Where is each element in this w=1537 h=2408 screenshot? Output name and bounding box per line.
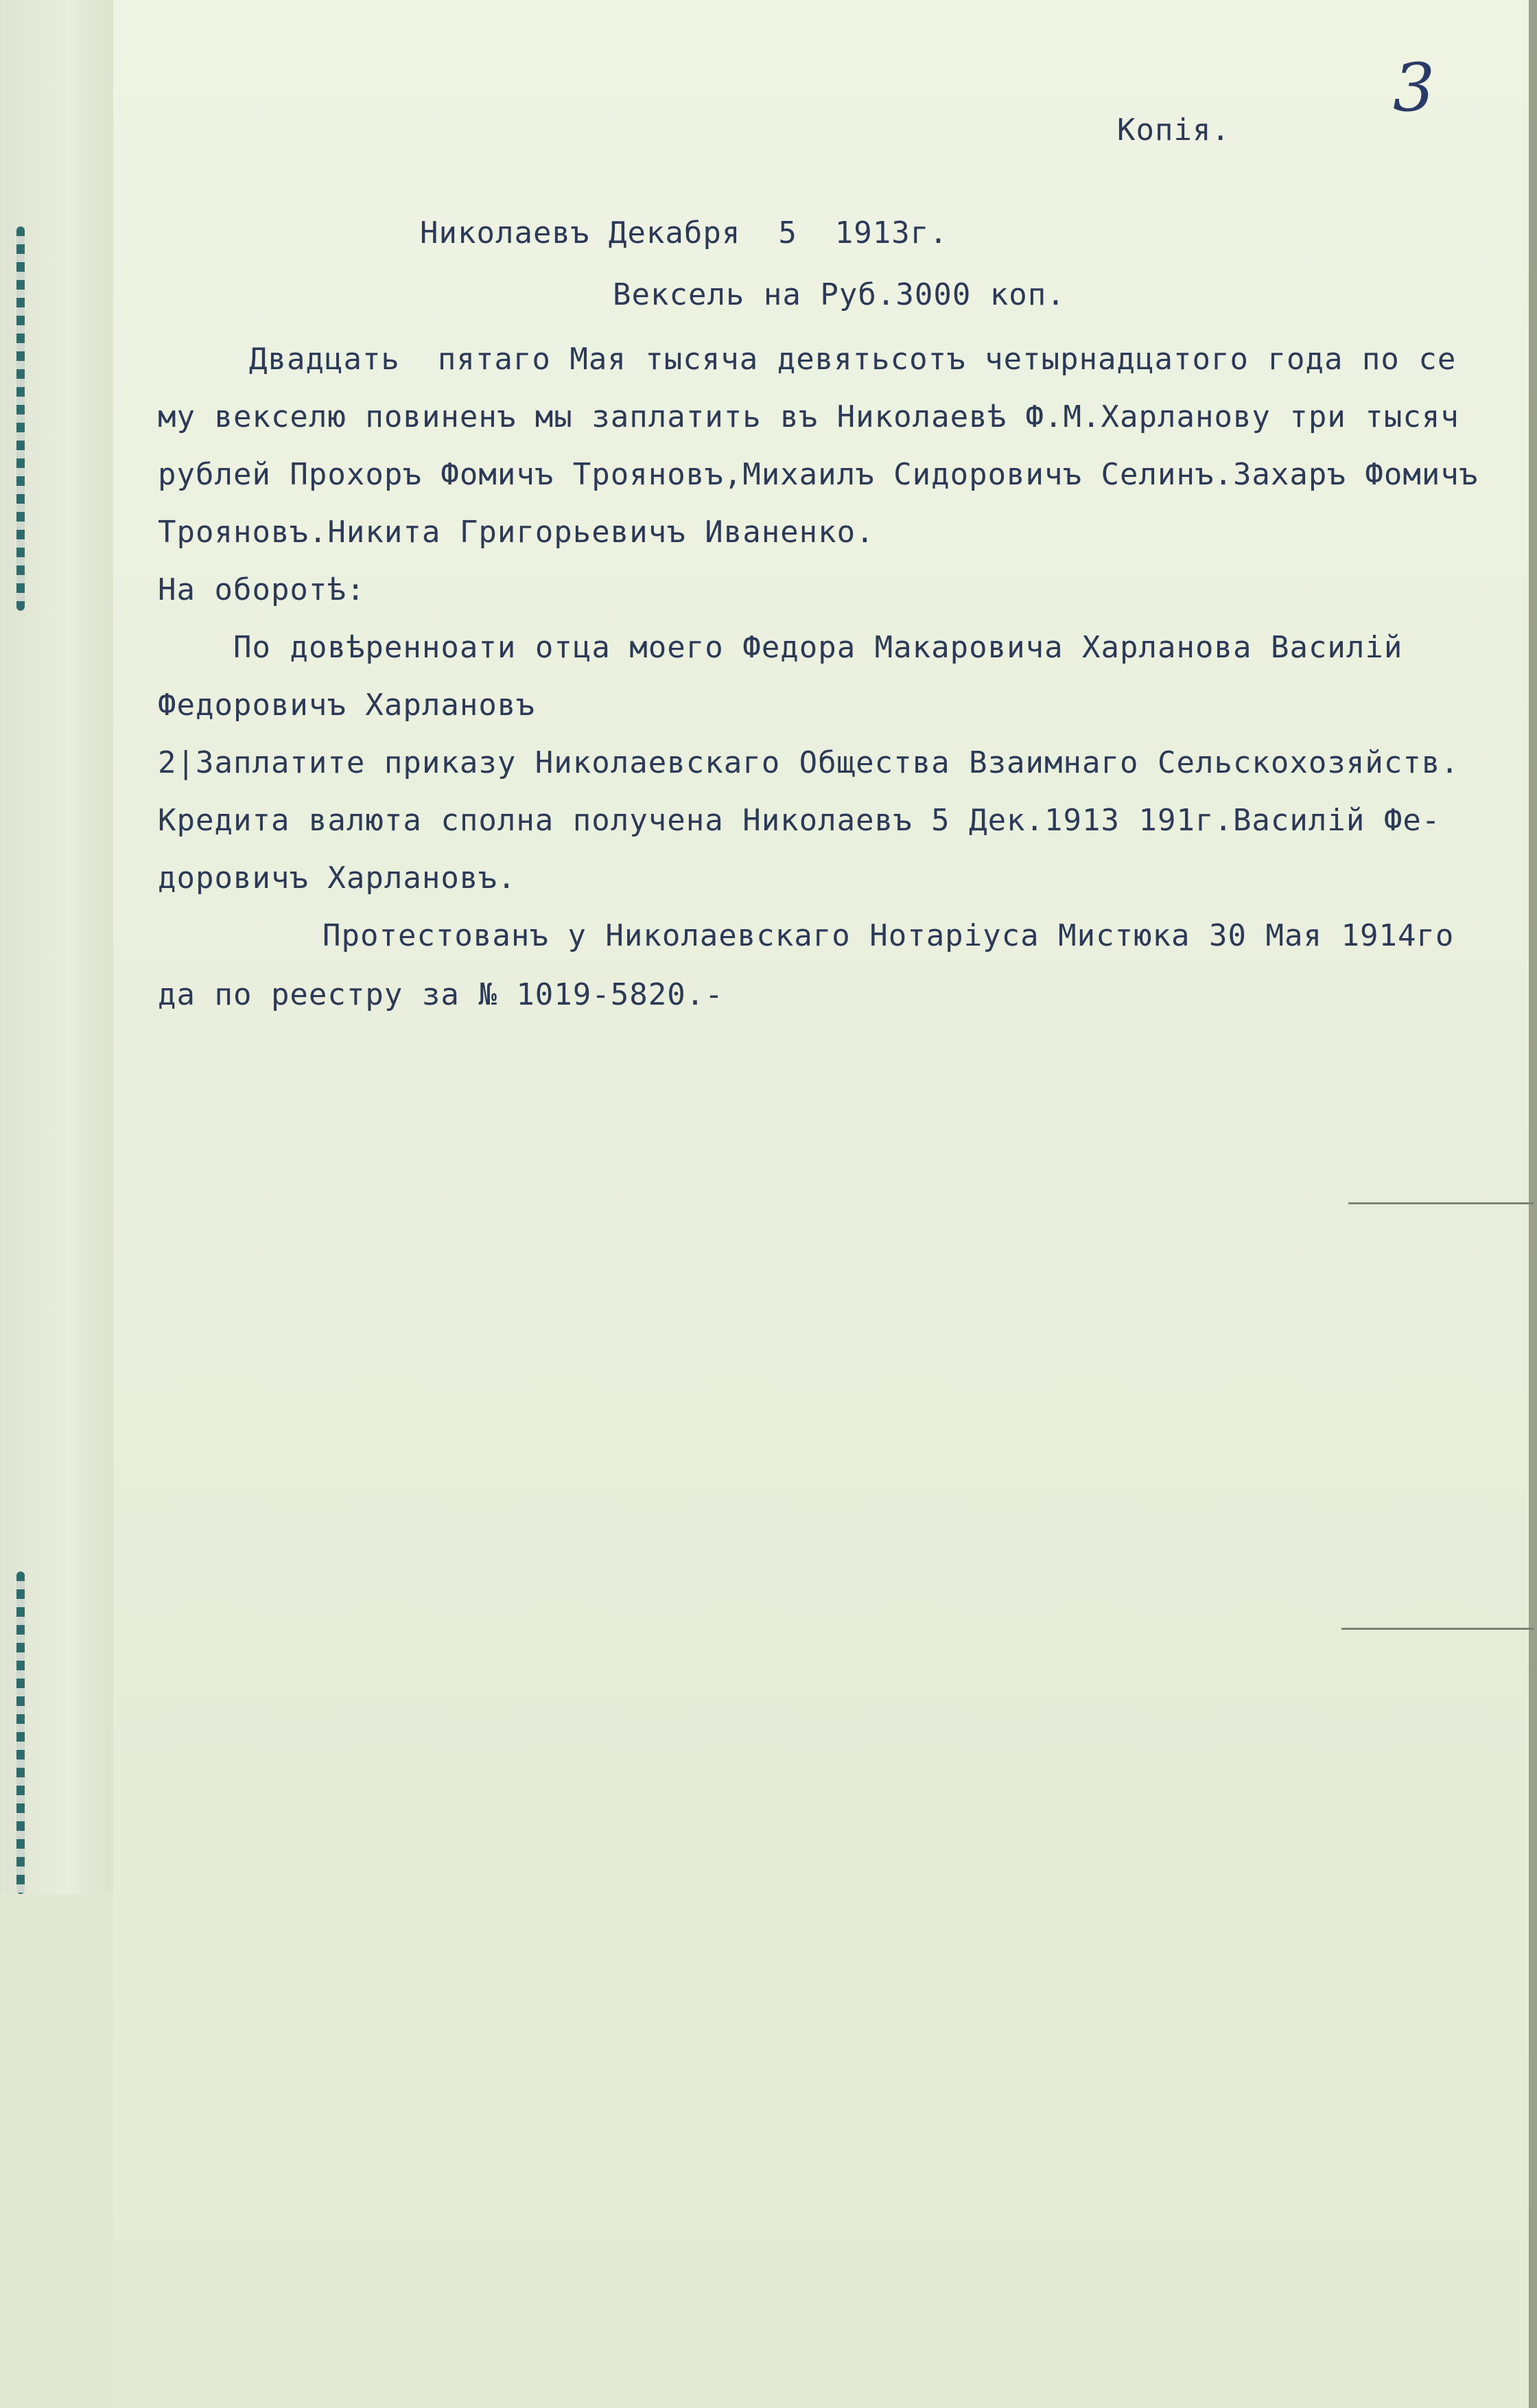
- paper-tear: [1348, 1202, 1534, 1204]
- body-line: рублей Прохоръ Фомичъ Трояновъ,Михаилъ Сидоровичъ Селинъ.Захаръ Фомичъ: [158, 457, 1479, 492]
- body-line: Двадцать пятаго Мая тысяча девятьсотъ четырнадцатого года по се: [249, 342, 1457, 377]
- protest-line: да по реестру за № 1019-5820.-: [158, 977, 724, 1012]
- endorsement-line: Кредита валюта сполна получена Николаевъ 5 Дек.1913 191г.Василій Фе-: [158, 803, 1441, 838]
- page-number-annotation: 3: [1393, 49, 1435, 126]
- paper-tear: [1341, 1628, 1534, 1630]
- protest-line: Протестованъ у Николаевскаго Нотаріуса Мистюка 30 Мая 1914го: [322, 918, 1455, 953]
- place-date-line: Николаевъ Декабря 5 1913г.: [420, 215, 948, 250]
- reverse-side-label: На оборотѣ:: [158, 572, 366, 607]
- endorsement-line: Федоровичъ Харлановъ: [158, 688, 535, 723]
- body-line: Трояновъ.Никита Григорьевичъ Иваненко.: [158, 515, 875, 550]
- bill-heading: Вексель на Руб.3000 коп.: [613, 277, 1066, 312]
- endorsement-line: 2|Заплатите приказу Николаевскаго Общества Взаимнаго Сельскохозяйств.: [158, 745, 1459, 780]
- binding-thread: [16, 226, 25, 611]
- endorsement-line: По довѣренноати отца моего Федора Макаровича Харланова Василій: [233, 630, 1403, 665]
- binding-thread: [16, 1571, 25, 1894]
- body-line: му векселю повиненъ мы заплатить въ Николаевѣ Ф.М.Харланову три тысяч: [158, 399, 1459, 434]
- copy-label: Копія.: [1117, 113, 1230, 148]
- endorsement-line: доровичъ Харлановъ.: [158, 861, 517, 896]
